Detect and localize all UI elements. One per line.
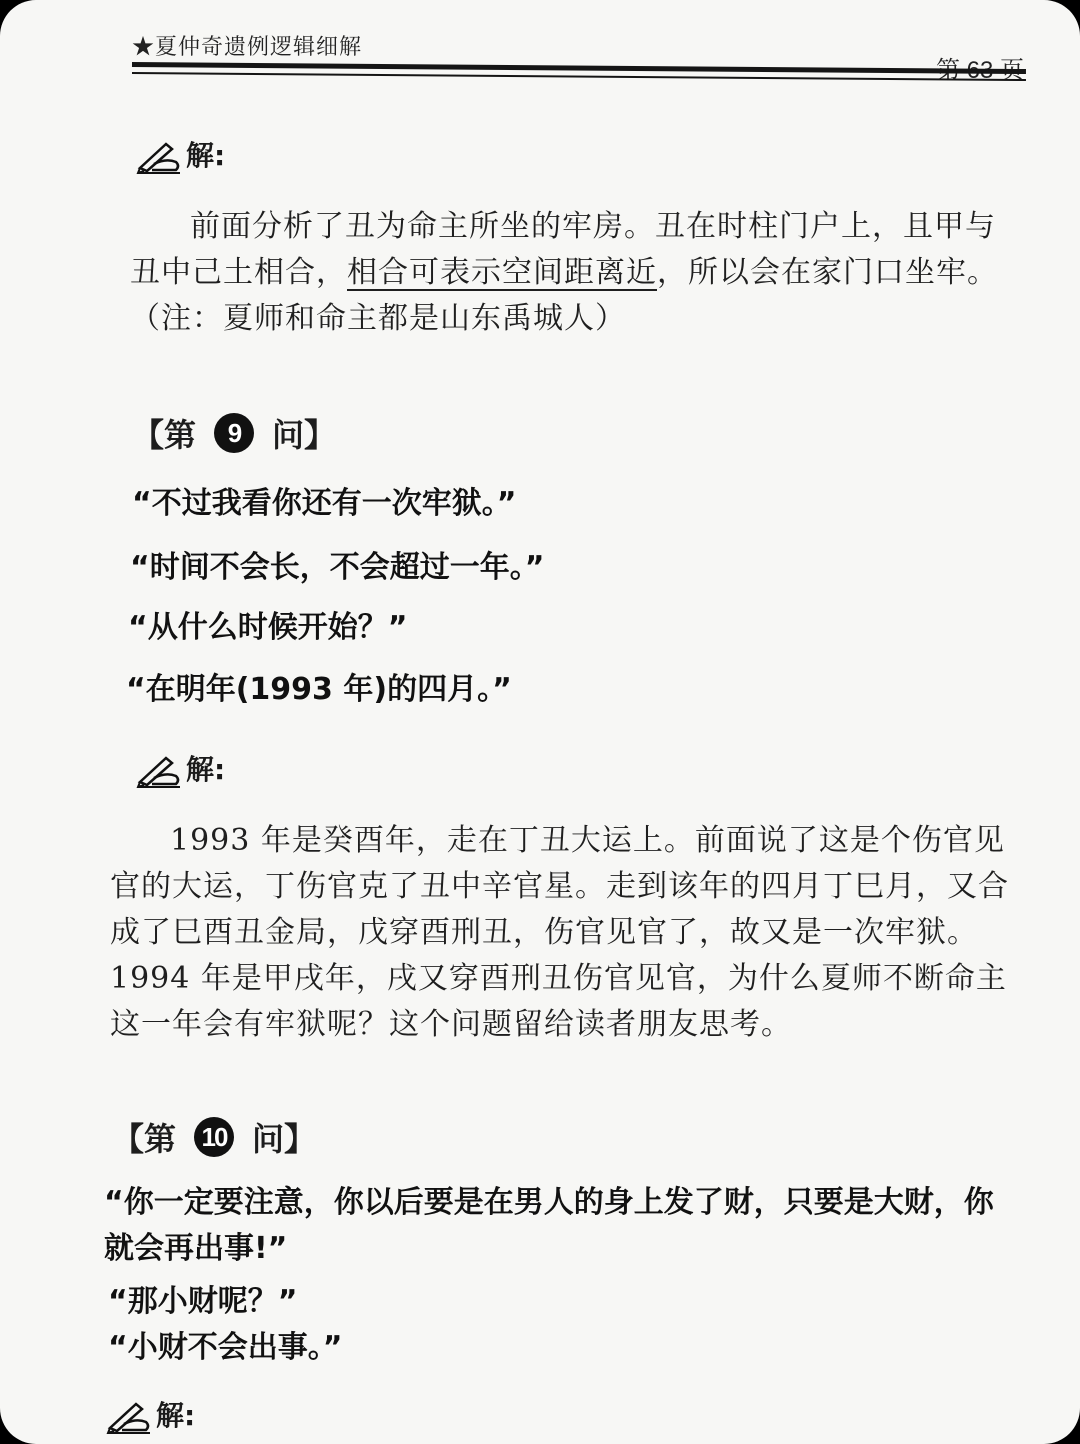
question-9-number: 9: [214, 413, 254, 453]
solution-heading: [136, 748, 225, 788]
dialogue-line: “时间不会长，不会超过一年。”: [130, 550, 545, 585]
dialogue-line: “在明年(1993 年)的四月。”: [126, 672, 512, 707]
dialogue-line: “那小财呢？”: [108, 1284, 298, 1319]
question-10-close: 问】: [252, 1120, 317, 1158]
dialogue-line: “不过我看你还有一次牢狱。”: [132, 486, 517, 521]
question-10-number: 10: [194, 1117, 234, 1157]
writing-hand-icon: [136, 140, 182, 174]
question-9-heading: [132, 410, 336, 456]
question-9-close: 问】: [272, 416, 337, 454]
solution-label: 解:: [156, 1399, 196, 1432]
solution-heading: [106, 1394, 195, 1434]
analysis-paragraph-1: [130, 204, 1025, 342]
solution-heading: [136, 134, 225, 174]
running-header-title: ★夏仲奇遗例逻辑细解: [132, 35, 363, 60]
dialogue-line: “你一定要注意，你以后要是在男人的身上发了财，只要是大财，你就会再出事!”: [104, 1185, 994, 1266]
question-9-open: 【第: [132, 416, 197, 454]
question-10-open: 【第: [112, 1120, 177, 1158]
question-10-heading: [112, 1114, 316, 1160]
analysis-paragraph-2: [110, 818, 1010, 1048]
solution-label: 解:: [186, 139, 226, 172]
dialogue-line: “小财不会出事。”: [108, 1330, 343, 1365]
para1-text-after: ，所以会在家门口坐牢。（注：夏师和命主都是山东禹城人）: [130, 255, 998, 336]
para1-underlined-text: 相合可表示空间距离近: [347, 255, 657, 290]
writing-hand-icon: [106, 1400, 152, 1434]
para2-text: 1993 年是癸酉年，走在丁丑大运上。前面说了这是个伤官见官的大运，丁伤官克了丑中辛官星。走到该年的四月丁巳月，又合成了巳酉丑金局，戊穿酉刑丑，伤官见官了，故又是一次牢狱。1994 年是甲戌年，戌又穿酉刑丑伤官见官，为什么夏师不断命主这一年会有牢狱呢？这个问题留给读者朋友思考。: [110, 823, 1009, 1042]
header-rule-thin: [132, 72, 1026, 81]
para1-text-before: 前面分析了丑为命主所坐的牢房。丑在时柱门户上，且甲与丑中己土相合，: [130, 209, 996, 290]
dialogue-line: “从什么时候开始？”: [128, 610, 408, 645]
writing-hand-icon: [136, 754, 182, 788]
solution-label: 解:: [186, 753, 226, 786]
